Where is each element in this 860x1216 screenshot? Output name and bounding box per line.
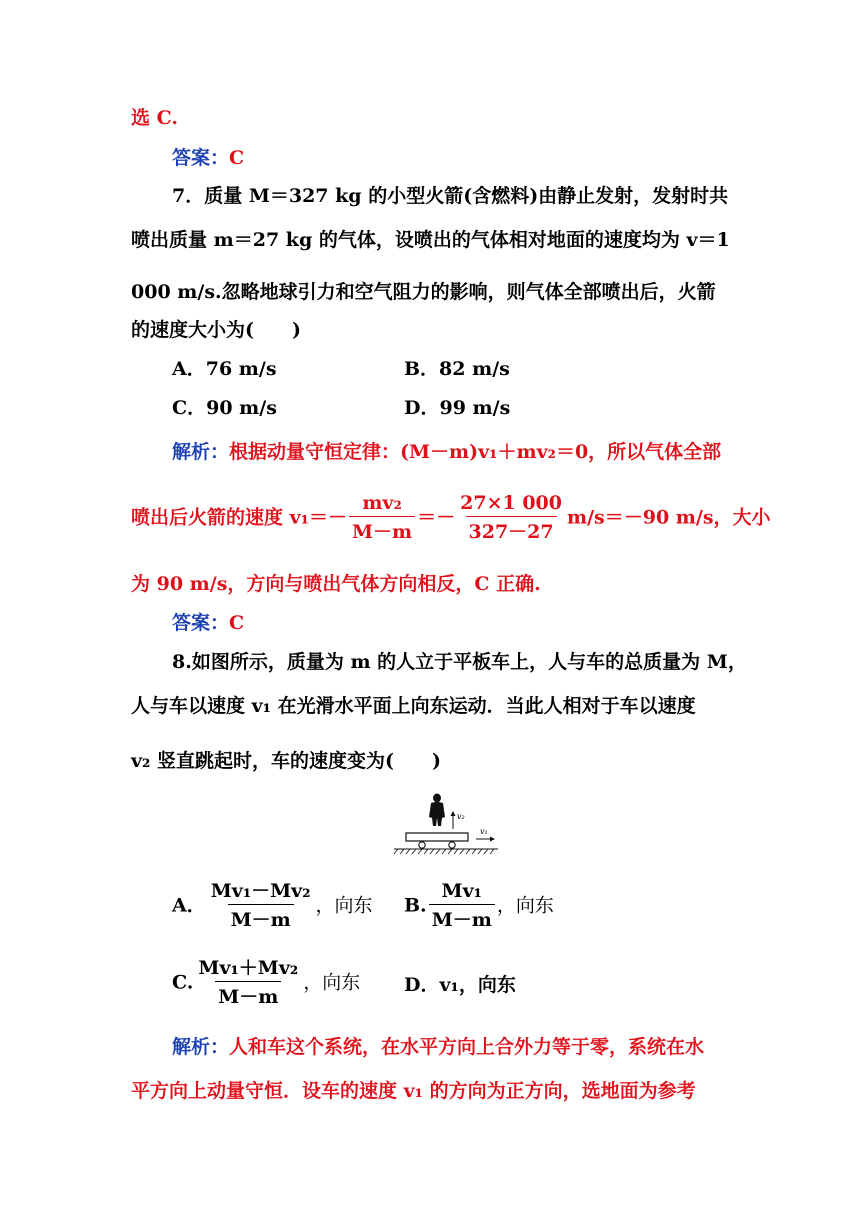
answer-label: 答案：	[172, 612, 230, 634]
q8-line2: 人与车以速度 v₁ 在光滑水平面上向东运动．当此人相对于车以速度	[131, 695, 696, 717]
label-v2: v₂	[457, 812, 465, 821]
answer-value: C	[229, 147, 245, 169]
prev-analysis-end: 选 C.	[131, 107, 179, 129]
answer-label: 答案：	[172, 147, 230, 169]
q7-option-b: B．82 m/s	[404, 358, 510, 380]
answer-6	[172, 146, 244, 170]
person-figure	[429, 794, 445, 827]
q8-option-a: A． $\frac{\text{Mv₁－Mv₂}}{M-m}$ ，向东	[172, 878, 373, 935]
q7-line2: 喷出质量 m＝27 kg 的气体，设喷出的气体相对地面的速度均为 v＝1	[131, 229, 730, 251]
q7-analysis-line2: 喷出后火箭的速度 v₁＝－ $\frac{\text{mv₂}}{M-m}$ ＝－ $\frac{27\times 1 000}{327-27}$ m/s＝－90 m/s，大小	[131, 490, 771, 547]
q8-analysis-line2: 平方向上动量守恒．设车的速度 v₁ 的方向为正方向，选地面为参考	[131, 1080, 696, 1102]
fraction: $\frac{\text{mv₂}}{M-m}$	[349, 490, 415, 547]
analysis-label: 解析：	[172, 1036, 230, 1058]
fraction: $\frac{\text{Mv₁}}{M-m}$	[429, 878, 495, 935]
q7-line4: 的速度大小为( )	[131, 319, 301, 341]
q7-line1: 7．质量 M＝327 kg 的小型火箭(含燃料)由静止发射，发射时共	[172, 185, 729, 207]
label-v1: v₁	[480, 827, 488, 836]
q7-analysis-line1: 解析：根据动量守恒定律：(M－m)v₁＋mv₂＝0，所以气体全部	[172, 441, 722, 463]
q7-option-a: A．76 m/s	[172, 358, 277, 380]
q8-analysis-line1: 解析：人和车这个系统，在水平方向上合外力等于零，系统在水	[172, 1036, 705, 1058]
fraction: $\frac{\text{Mv₁＋Mv₂}}{M-m}$	[195, 955, 301, 1012]
q7-analysis-line3: 为 90 m/s，方向与喷出气体方向相反，C 正确.	[131, 573, 541, 595]
analysis-label: 解析：	[172, 441, 230, 463]
fraction: $\frac{27\times 1 000}{327-27}$	[457, 490, 565, 547]
q8-option-d: D．v₁，向东	[404, 974, 516, 996]
answer-7	[172, 611, 244, 635]
q7-option-c: C．90 m/s	[172, 397, 277, 419]
q7-option-d: D．99 m/s	[404, 397, 511, 419]
q8-option-c: C. $\frac{\text{Mv₁＋Mv₂}}{M-m}$ ，向东	[172, 955, 360, 1012]
q7-line3: 000 m/s.忽略地球引力和空气阻力的影响，则气体全部喷出后，火箭	[131, 281, 716, 303]
q8-line1: 8.如图所示，质量为 m 的人立于平板车上，人与车的总质量为 M，	[172, 651, 747, 673]
answer-value: C	[229, 612, 245, 634]
fraction: $\frac{\text{Mv₁－Mv₂}}{M-m}$	[208, 878, 314, 935]
cart-figure	[392, 792, 504, 860]
q8-option-b: B. $\frac{\text{Mv₁}}{M-m}$ ，向东	[404, 878, 554, 935]
q8-line3: v₂ 竖直跳起时，车的速度变为( )	[131, 750, 441, 772]
